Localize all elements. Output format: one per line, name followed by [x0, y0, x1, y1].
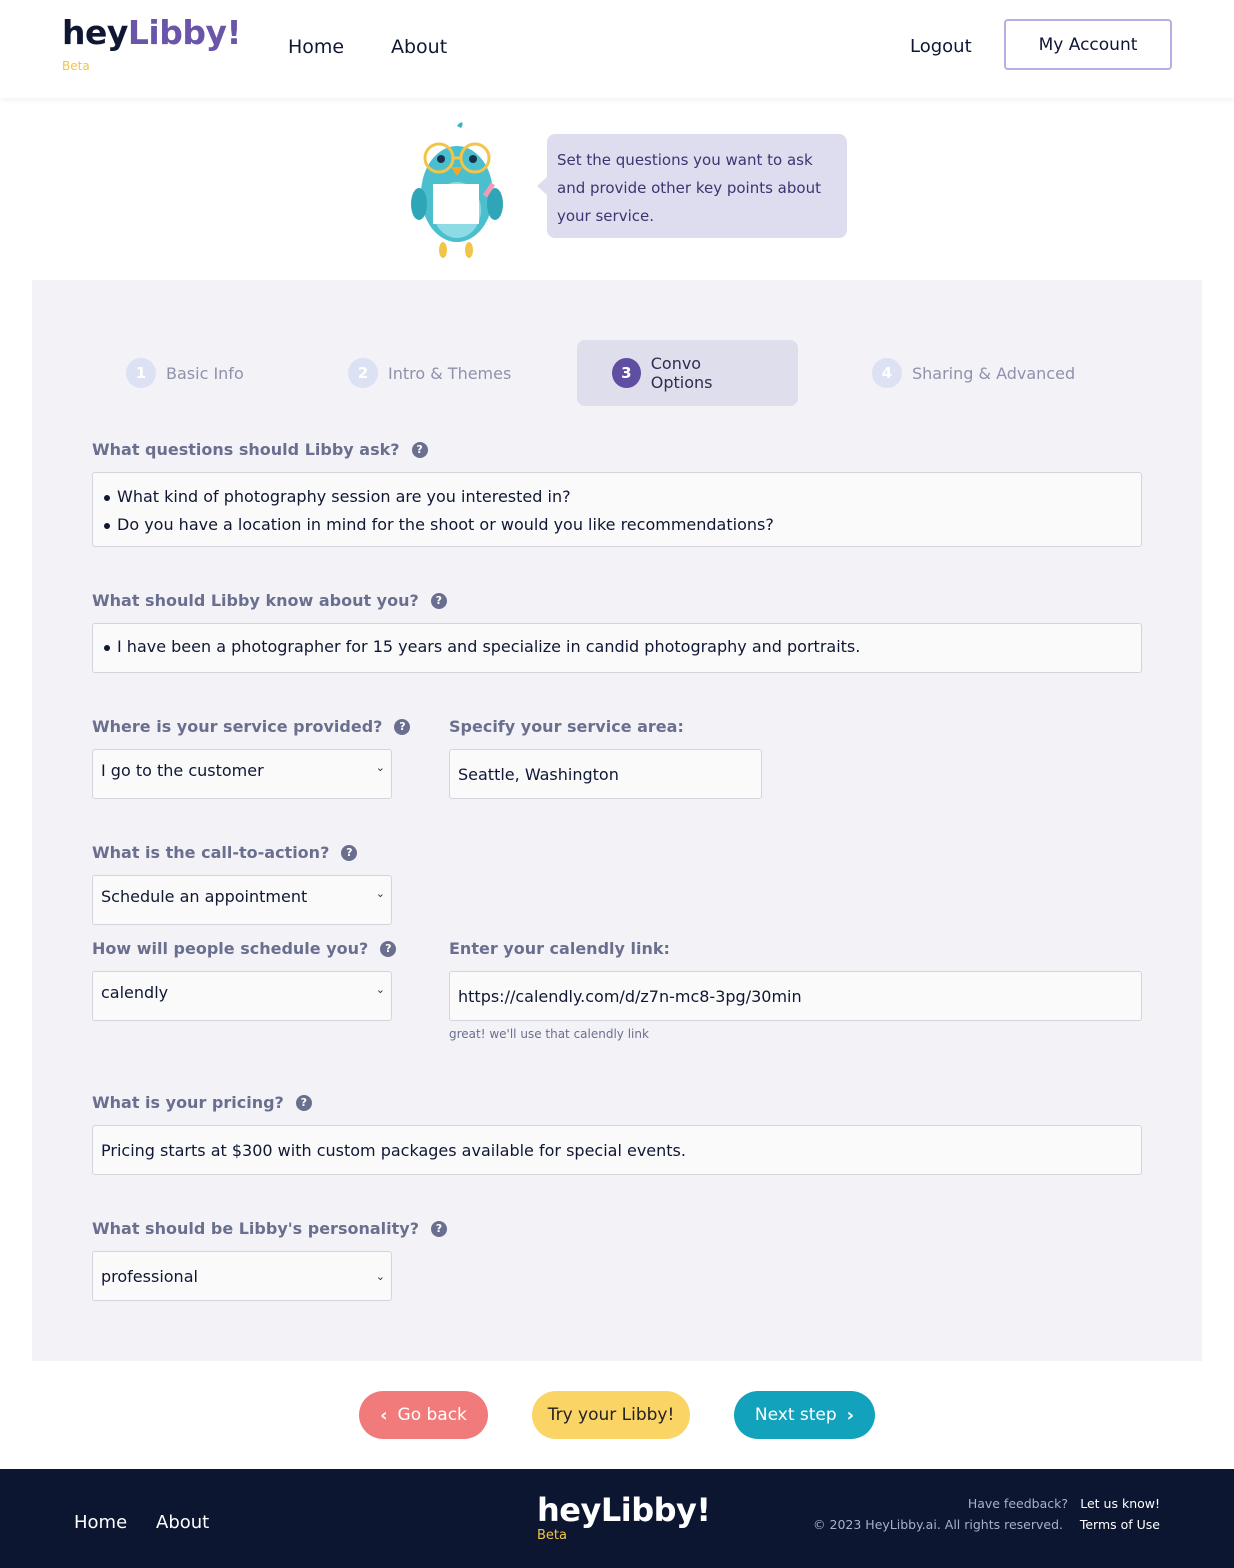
- step-label: Intro & Themes: [388, 363, 512, 383]
- footer-home-link[interactable]: Home: [74, 1512, 128, 1533]
- nav-about[interactable]: About: [391, 36, 448, 58]
- service-area-input[interactable]: Seattle, Washington: [449, 749, 762, 799]
- terms-link[interactable]: Terms of Use: [1079, 1517, 1160, 1532]
- help-icon[interactable]: ?: [296, 1095, 312, 1111]
- help-icon[interactable]: ?: [412, 442, 428, 458]
- next-step-button[interactable]: Next step ›: [734, 1391, 875, 1439]
- footer-logo[interactable]: heyLibby!: [537, 1491, 711, 1529]
- logo[interactable]: [62, 13, 242, 73]
- list-item: What kind of photography session are you interested in?: [103, 483, 1131, 511]
- personality-select[interactable]: professional ⌄: [92, 1251, 392, 1301]
- stepper: [126, 340, 1126, 406]
- instruction-bubble: Set the questions you want to ask and provide other key points about your service.: [547, 134, 847, 238]
- step-intro-themes[interactable]: [348, 340, 511, 406]
- help-icon[interactable]: ?: [380, 941, 396, 957]
- personality-label: What should be Libby's personality? ?: [92, 1219, 447, 1238]
- schedule-select[interactable]: calendly ⌄: [92, 971, 392, 1021]
- service-location-select[interactable]: I go to the customer ⌄: [92, 749, 392, 799]
- about-textarea[interactable]: [92, 623, 1142, 673]
- pricing-input[interactable]: Pricing starts at $300 with custom packages available for special events.: [92, 1125, 1142, 1175]
- calendly-hint: great! we'll use that calendly link: [449, 1027, 649, 1041]
- step-number: 4: [872, 358, 902, 388]
- try-libby-button[interactable]: Try your Libby!: [532, 1391, 690, 1439]
- questions-label: What questions should Libby ask? ?: [92, 440, 428, 459]
- chevron-right-icon: ›: [846, 1404, 855, 1426]
- chevron-down-icon: ⌄: [375, 887, 385, 900]
- step-label: Convo Options: [650, 354, 713, 392]
- help-icon[interactable]: ?: [431, 1221, 447, 1237]
- chevron-down-icon: ⌄: [375, 983, 385, 996]
- go-back-button[interactable]: ‹ Go back: [359, 1391, 488, 1439]
- header: [0, 0, 1234, 98]
- step-number: 2: [348, 358, 378, 388]
- help-icon[interactable]: ?: [431, 593, 447, 609]
- cta-select[interactable]: Schedule an appointment ⌄: [92, 875, 392, 925]
- service-area-label: Specify your service area:: [449, 717, 684, 736]
- chevron-down-icon: ⌄: [375, 761, 385, 774]
- form-panel: [32, 280, 1202, 1361]
- footer: [0, 1469, 1234, 1568]
- list-item: I have been a photographer for 15 years and specialize in candid photography and portraits.: [103, 633, 1131, 661]
- step-basic-info[interactable]: [126, 340, 244, 406]
- pricing-label: What is your pricing? ?: [92, 1093, 312, 1112]
- questions-textarea[interactable]: [92, 472, 1142, 547]
- my-account-button[interactable]: My Account: [1004, 19, 1172, 70]
- chevron-left-icon: ‹: [380, 1404, 388, 1426]
- logo-beta: Beta: [62, 59, 90, 73]
- step-label: Basic Info: [166, 363, 244, 383]
- footer-about-link[interactable]: About: [156, 1512, 210, 1533]
- logo-wordmark: heyLibby!: [62, 13, 242, 52]
- copyright: © 2023 HeyLibby.ai. All rights reserved.: [813, 1517, 1063, 1532]
- step-number: 1: [126, 358, 156, 388]
- step-convo-options[interactable]: [577, 340, 798, 406]
- list-item: Do you have a location in mind for the shoot or would you like recommendations?: [103, 511, 1131, 539]
- nav-home[interactable]: Home: [288, 36, 345, 58]
- service-location-label: Where is your service provided? ?: [92, 717, 410, 736]
- let-us-know-link[interactable]: Let us know!: [1080, 1496, 1160, 1511]
- footer-beta: Beta: [537, 1528, 567, 1543]
- cta-label: What is the call-to-action? ?: [92, 843, 357, 862]
- schedule-label: How will people schedule you? ?: [92, 939, 396, 958]
- step-label: Sharing & Advanced: [912, 363, 1076, 383]
- help-icon[interactable]: ?: [394, 719, 410, 735]
- libby-mascot-icon: [405, 118, 509, 260]
- about-label: What should Libby know about you? ?: [92, 591, 447, 610]
- step-sharing-advanced[interactable]: [872, 340, 1075, 406]
- chevron-down-icon: ⌄: [375, 1269, 385, 1283]
- logout-link[interactable]: Logout: [910, 36, 972, 57]
- calendly-label: Enter your calendly link:: [449, 939, 670, 958]
- help-icon[interactable]: ?: [341, 845, 357, 861]
- step-number: 3: [612, 358, 641, 388]
- feedback-text: Have feedback?: [967, 1496, 1068, 1511]
- calendly-link-input[interactable]: https://calendly.com/d/z7n-mc8-3pg/30min: [449, 971, 1142, 1021]
